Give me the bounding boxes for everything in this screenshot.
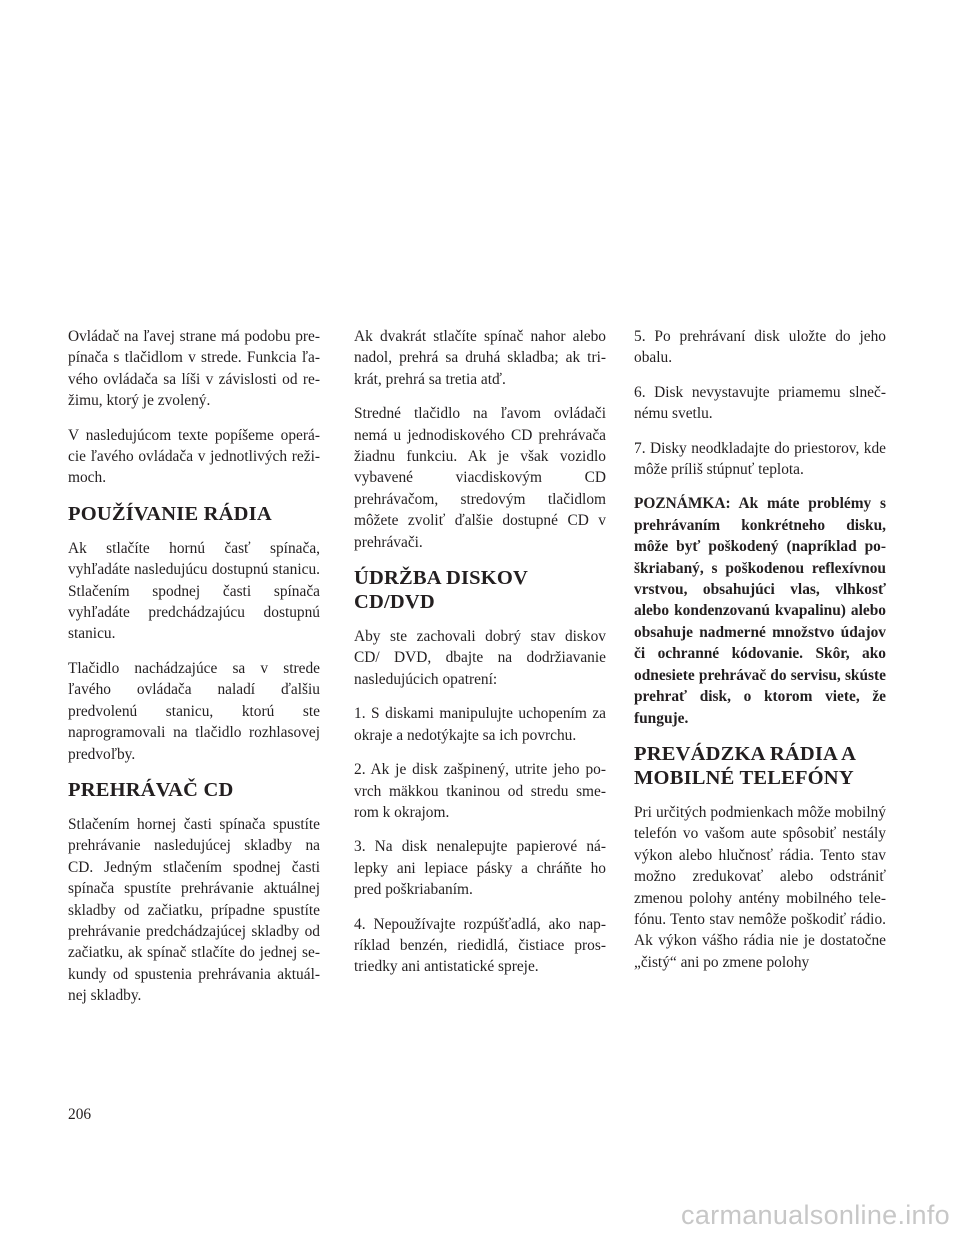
paragraph: Ak dvakrát stlačíte spínač nahor alebo nadol, prehrá sa druhá skladba; ak trikrát, prehrá sa tretia atď. (354, 328, 606, 388)
paragraph: Stredné tlačidlo na ľavom ovládači nemá u jednodiskového CD prehrávača žiadnu funkciu. Ak je však vozidlo vybavené viacdiskovým CD prehrávačom, stredovým tlačidlom môžete zvoliť ďalšie dostupné CD v prehrávači. (354, 405, 606, 551)
heading-radio: POUŽÍVANIE RÁDIA (68, 502, 272, 525)
list-item: 6. Disk nevystavujte priamemu slnečnému svetlu. (634, 383, 886, 423)
column-1 (68, 326, 320, 1020)
paragraph: Pri určitých podmienkach môže mobilný telefón vo vašom aute spôsobiť nestály výkon alebo hlučnosť rádia. Tento stav možno zredukovať alebo odstrániť zmenou polohy antény mobilného telefónu. Tento stav nemôže poškodiť rádio. Ak výkon vášho rádia nie je dostatočne „čistý“ ani po zmene polohy (634, 803, 886, 971)
watermark: carmanualsonline.info (681, 1200, 950, 1230)
note-paragraph: POZNÁMKA: Ak máte problémy s prehrávaním konkrétneho disku, môže byť poškodený (napríklad poškriabaný, s poškodenou reflexívnou vrstvou, obsahujúci vlas, vlhkosť alebo kondenzovanú kvapalinu) alebo obsahuje nadmerné množstvo údajov či ochranné kódovanie. Skôr, ako odnesiete prehrávač do servisu, skúste prehrať disk, o ktorom viete, že funguje. (634, 495, 886, 727)
heading-disc-care (354, 566, 606, 614)
list-item: 2. Ak je disk zašpinený, utrite jeho povrch mäkkou tkaninou od stredu smerom k okrajom. (354, 761, 606, 821)
list-item: 5. Po prehrávaní disk uložte do jeho obalu. (634, 328, 886, 367)
paragraph: Stlačením hornej časti spínača spustíte prehrávanie nasledujúcej skladby na CD. Jedným stlačením spodnej časti spínača spustíte prehrávanie aktuálnej skladby od začiatku, prípadne spustíte prehrávanie predchádzajúcej skladby od začiatku, ak spínač stlačíte do jednej sekundy od spustenia prehrávania aktuálnej skladby. (68, 815, 320, 1005)
heading-line: MOBILNÉ TELEFÓNY (634, 766, 854, 789)
heading-line: PREVÁDZKA RÁDIA A (634, 742, 857, 765)
heading-radio-mobile (634, 742, 886, 790)
column-3 (634, 326, 886, 986)
paragraph: Aby ste zachovali dobrý stav diskov CD/ DVD, dbajte na dodržiavanie nasledujúcich opatrení: (354, 628, 606, 688)
list-item: 1. S diskami manipulujte uchopením za okraje a nedotýkajte sa ich povrchu. (354, 705, 606, 744)
paragraph: Ovládač na ľavej strane má podobu prepínača s tlačidlom v strede. Funkcia ľavého ovládača sa líši v závislosti od režimu, ktorý je zvolený. (68, 328, 320, 410)
heading-line: CD/DVD (354, 591, 435, 614)
list-item: 3. Na disk nenalepujte papierové nálepky ani lepiace pásky a chráňte ho pred poškriabaním. (354, 838, 606, 899)
page-number: 206 (68, 1106, 92, 1123)
list-item: 7. Disky neodkladajte do priestorov, kde môže príliš stúpnuť teplota. (634, 439, 886, 479)
paragraph: V nasledujúcom texte popíšeme operácie ľavého ovládača v jednotlivých režimoch. (68, 426, 320, 487)
heading-cd-player: PREHRÁVAČ CD (68, 778, 234, 801)
column-2 (354, 326, 606, 991)
paragraph: Tlačidlo nachádzajúce sa v strede ľavého ovládača naladí ďalšiu predvolenú stanicu, ktorú ste naprogramovali na tlačidlo rozhlasovej predvoľby. (68, 659, 320, 763)
heading-line: ÚDRŽBA DISKOV (354, 567, 529, 590)
paragraph: Ak stlačíte hornú časť spínača, vyhľadáte nasledujúcu dostupnú stanicu. Stlačením spodnej časti spínača vyhľadáte predchádzajúcu dostupnú stanicu. (68, 539, 320, 643)
list-item: 4. Nepoužívajte rozpúšťadlá, ako napríklad benzén, riedidlá, čistiace prostriedky ani antistatické spreje. (354, 915, 606, 976)
